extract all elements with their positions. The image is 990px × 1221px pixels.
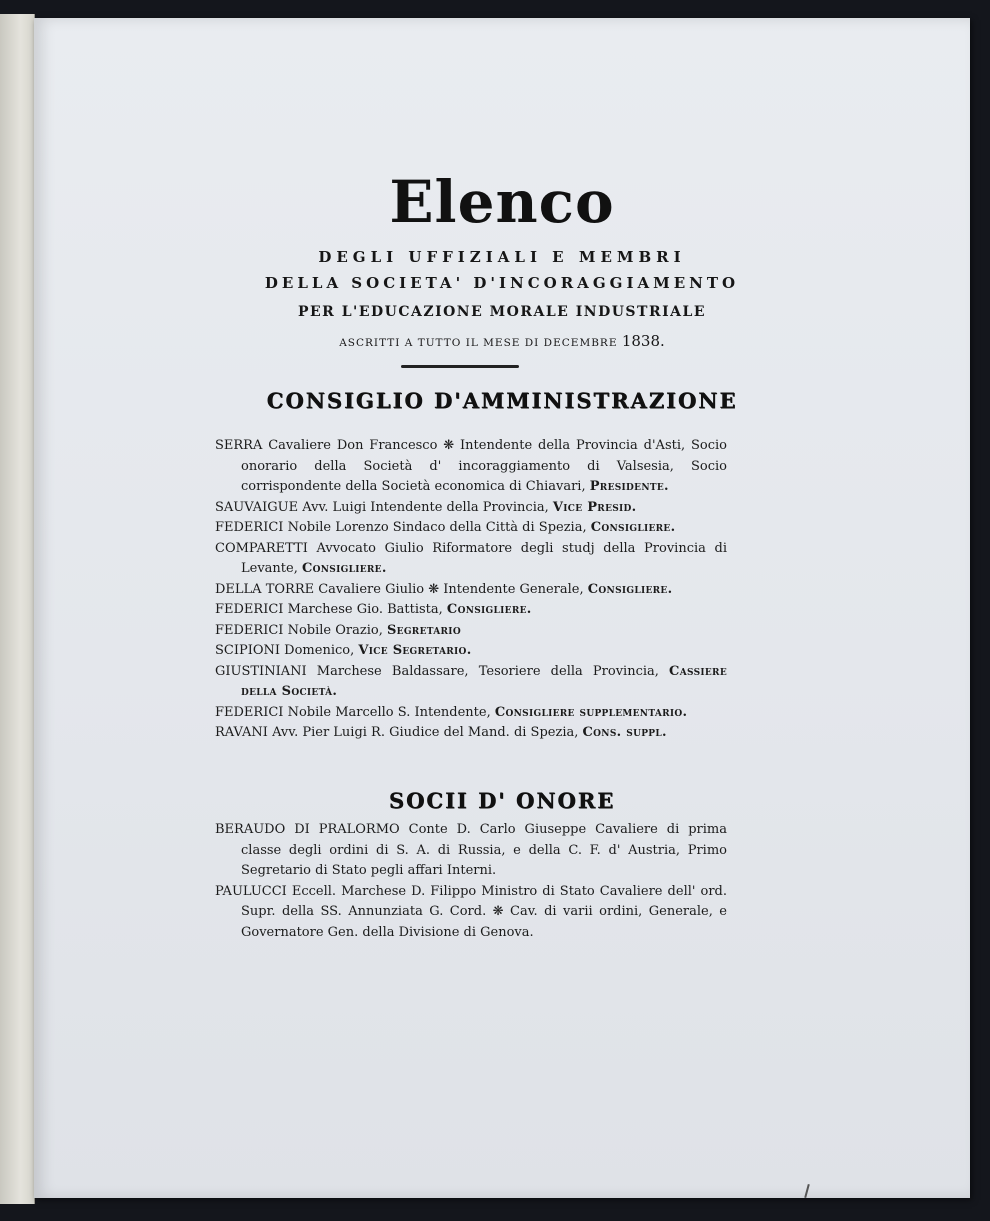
consiglio-list	[215, 436, 727, 744]
list-item: FEDERICI Nobile Lorenzo Sindaco della Città di Spezia, Consigliere.	[215, 520, 676, 535]
page-title: Elenco	[389, 168, 615, 236]
list-item: SAUVAIGUE Avv. Luigi Intendente della Provincia, Vice Presid.	[215, 499, 637, 515]
list-item: FEDERICI Marchese Gio. Battista, Consigliere.	[215, 602, 532, 617]
document-page	[34, 18, 970, 1198]
subtitle-line-1: DEGLI UFFIZIALI E MEMBRI	[318, 248, 686, 266]
book-spine	[0, 14, 35, 1204]
subtitle-line-4	[34, 332, 970, 350]
subtitle-line-3: PER L'EDUCAZIONE MORALE INDUSTRIALE	[297, 304, 707, 320]
list-item: RAVANI Avv. Pier Luigi R. Giudice del Mand. di Spezia, Cons. suppl.	[215, 725, 667, 740]
list-item: BERAUDO DI PRALORMO Conte D. Carlo Giuseppe Cavaliere di prima classe degli ordini di S. A. di Russia, e della C. F. d' Austria, Primo Segretario di Stato pegli affari Interni.	[215, 822, 727, 878]
list-item: SCIPIONI Domenico, Vice Segretario.	[215, 643, 472, 658]
list-item: FEDERICI Nobile Marcello S. Intendente, Consigliere supplementario.	[215, 704, 688, 720]
list-item: PAULUCCI Eccell. Marchese D. Filippo Ministro di Stato Cavaliere dell' ord. Supr. della SS. Annunziata G. Cord. ❋ Cav. di varii ordini, Generale, e Governatore Gen. della Divisione di Genova.	[215, 883, 727, 940]
section-heading-consiglio: CONSIGLIO D'AMMINISTRAZIONE	[266, 388, 738, 413]
subtitle-line-2: DELLA SOCIETA' D'INCORAGGIAMENTO	[264, 274, 740, 292]
list-item: COMPARETTI Avvocato Giulio Riformatore degli studj della Provincia di Levante, Consigliere.	[215, 540, 727, 576]
list-item: SERRA Cavaliere Don Francesco ❋ Intendente della Provincia d'Asti, Socio onorario della Società d' incoraggiamento di Valsesia, Socio corrispondente della Società economica di Chiavari, Presidente.	[215, 438, 727, 494]
list-item: FEDERICI Nobile Orazio, Segretario	[215, 622, 461, 638]
year: 1838.	[621, 332, 665, 350]
list-item: GIUSTINIANI Marchese Baldassare, Tesoriere della Provincia, Cassiere della Società.	[215, 663, 727, 699]
list-item: DELLA TORRE Cavaliere Giulio ❋ Intendente Generale, Consigliere.	[215, 581, 673, 597]
section-heading-socii: SOCII D' ONORE	[388, 788, 616, 813]
paper-mark	[804, 1184, 810, 1198]
socii-list	[215, 820, 727, 943]
subtitle-line-4-text: ASCRITTI A TUTTO IL MESE DI DECEMBRE	[339, 337, 618, 349]
decorative-rule	[401, 365, 519, 368]
